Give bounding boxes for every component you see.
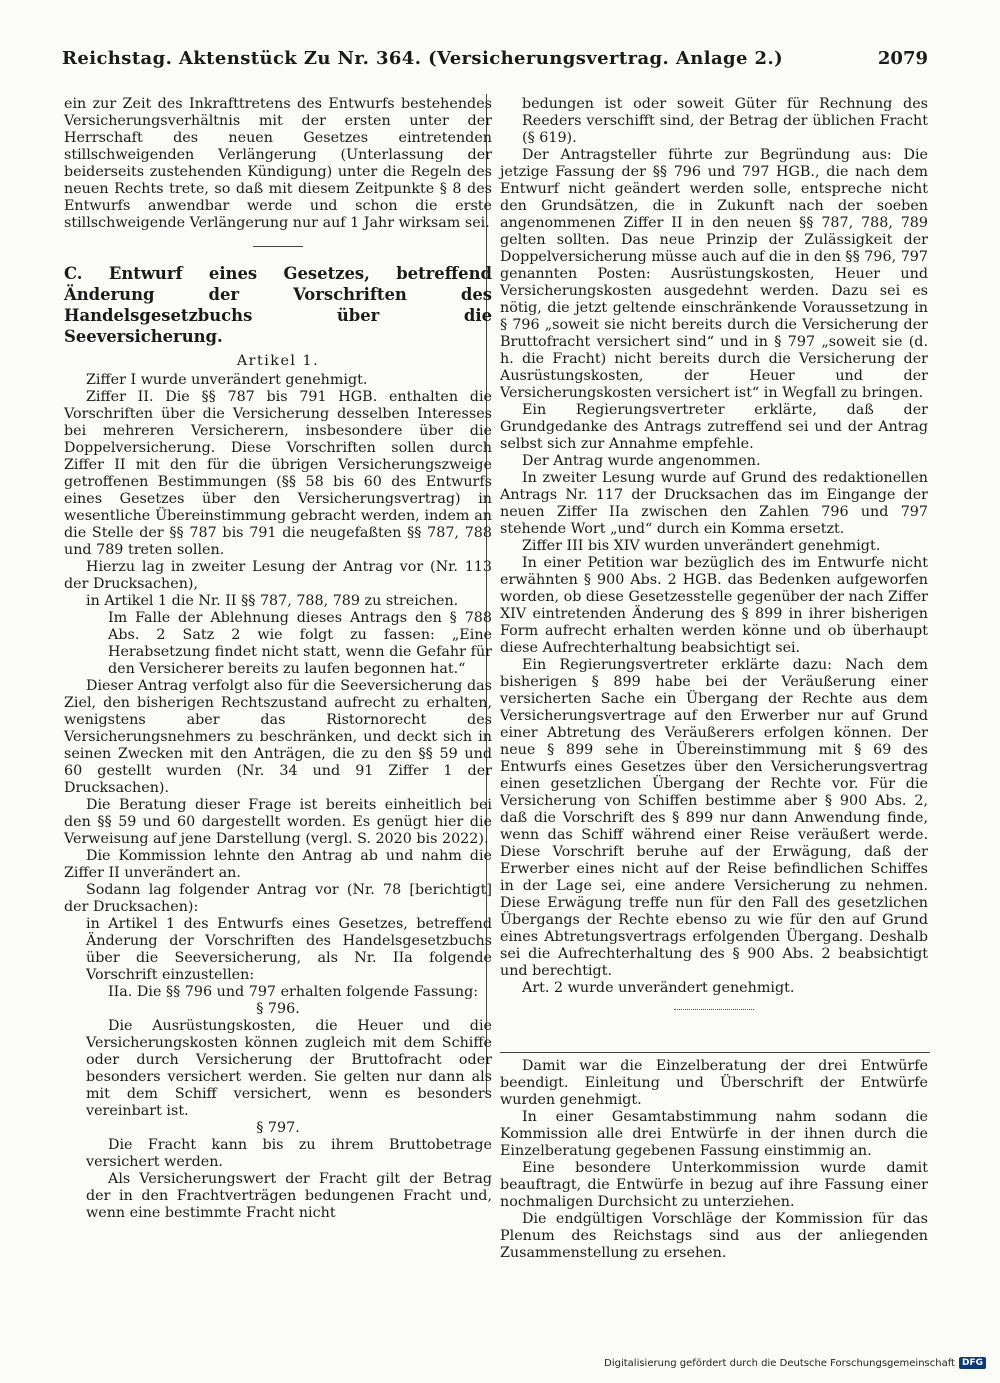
- separator-rule: [253, 246, 303, 247]
- dfg-logo-icon: DFG: [959, 1357, 986, 1369]
- section-number: § 796.: [256, 1001, 300, 1017]
- paragraph: Der Antrag wurde angenommen.: [522, 453, 761, 469]
- paragraph: In einer Gesamtabstimmung nahm sodann die Kommission alle drei Entwürfe in der ihnen durch die Einzelberatung gegebenen Fassung einstimmig an.: [500, 1109, 928, 1159]
- statute-text: Die Fracht kann bis zu ihrem Bruttobetrage versichert werden.: [86, 1137, 492, 1170]
- article-heading: Artikel 1.: [236, 353, 320, 369]
- paragraph: In zweiter Lesung wurde auf Grund des redaktionellen Antrags Nr. 117 der Drucksachen das im Eingange der neuen Ziffer IIa zwischen den Zahlen 796 und 797 stehende Wort „und“ durch ein Komma ersetzt.: [500, 470, 928, 537]
- credit-text: Digitalisierung gefördert durch die Deutsche Forschungsgemeinschaft: [604, 1357, 955, 1369]
- motion-text: Im Falle der Ablehnung dieses Antrags den § 788 Abs. 2 Satz 2 wie folgt zu fassen: „Eine Herabsetzung findet nicht statt, wenn die Gefahr für den Versicherer bereits zu laufen begonnen hat.“: [108, 610, 492, 677]
- section-heading: C. Entwurf eines Gesetzes, betreffend Änderung der Vorschriften des Handelsgesetzbuchs über die Seeversicherung.: [64, 264, 492, 346]
- paragraph: Damit war die Einzelberatung der drei Entwürfe beendigt. Einleitung und Überschrift der Entwürfe wurden genehmigt.: [500, 1058, 928, 1108]
- paragraph: Ein Regierungsvertreter erklärte, daß der Grundgedanke des Antrags zutreffend sei und der Antrag selbst sich zur Annahme empfehle.: [500, 402, 928, 452]
- statute-text: bedungen ist oder soweit Güter für Rechnung des Reeders verschifft sind, der Betrag der üblichen Fracht (§ 619).: [522, 96, 928, 146]
- statute-text: Die Ausrüstungskosten, die Heuer und die Versicherungskosten können zugleich mit dem Schiffe oder durch Versicherung der Bruttofracht oder besonders versichert werden. Sie gelten nur dann als mit dem Schiff versichert, wenn es besonders vereinbart ist.: [86, 1018, 492, 1119]
- page-number: 2079: [877, 48, 928, 69]
- section-number: § 797.: [256, 1120, 300, 1136]
- paragraph: Ein Regierungsvertreter erklärte dazu: Nach dem bisherigen § 899 habe bei der Veräußerung einer versicherten Sache ein Übergang der Rechte aus dem Versicherungsvertrage auf den Erwerber nur auf Grund einer Abtretung des Veräußerers erfolgen können. Der neue § 899 sehe in Übereinstimmung mit § 69 des Entwurfs eines Gesetzes über den Versicherungsvertrag einen gesetzlichen Übergang der Rechte vor. Für die Versicherung von Schiffen bestimme aber § 900 Abs. 2, daß die Vorschrift des § 899 nur dann Anwendung finde, wenn das Schiff während einer Reise veräußert werde. Diese Vorschrift beruhe auf der Erwägung, daß der Erwerber eines nicht auf der Reise befindlichen Schiffes in der Lage sei, eine andere Versicherung zu nehmen. Diese Erwägung treffe nun für den Fall des gesetzlichen Übergangs der Rechte ebenso zu wie für den auf Grund eines Abtretungsvertrags erfolgenden Übergang. Deshalb sei die Aufrechterhaltung des § 900 Abs. 2 beabsichtigt und berechtigt.: [500, 657, 928, 979]
- paragraph: Der Antragsteller führte zur Begründung aus: Die jetzige Fassung der §§ 796 und 797 HGB., die nach dem Entwurf nicht geändert werden solle, entspreche nicht den Grundsätzen, die in Zukunft nach der soeben angenommenen Ziffer II in den neuen §§ 787, 788, 789 gelten sollten. Das neue Prinzip der Zulässigkeit der Doppelversicherung müsse auch auf die in den §§ 796, 797 genannten Posten: Ausrüstungskosten, Heuer und Versicherungskosten ausgedehnt werden. Dazu sei es nötig, die jetzt geltende einschränkende Voraussetzung in § 796 „soweit sie nicht bereits durch die Versicherung der Bruttofracht versichert sind“ und in § 797 „soweit sie (d. h. die Fracht) nicht bereits durch die Versicherung der Ausrüstungskosten, der Heuer und der Versicherungskosten versichert ist“ in Wegfall zu bringen.: [500, 147, 928, 401]
- paragraph: ein zur Zeit des Inkrafttretens des Entwurfs bestehendes Versicherungsverhältnis mit der ersten unter der Herrschaft des neuen Gesetzes eintretenden stillschweigenden Verlängerung (Unterlassung der beiderseits zustehenden Kündigung) unter die Regeln des neuen Rechts trete, so daß mit diesem Zeitpunkte § 8 des Entwurfs anwendbar werde und schon die erste stillschweigende Verlängerung nur auf 1 Jahr wirksam sei.: [64, 96, 492, 231]
- statute-text: Als Versicherungswert der Fracht gilt der Betrag der in den Frachtverträgen bedungenen Fracht und, wenn eine bestimmte Fracht nicht: [86, 1171, 492, 1221]
- paragraph: Sodann lag folgender Antrag vor (Nr. 78 [berichtigt] der Drucksachen):: [64, 882, 492, 915]
- left-column: [64, 96, 492, 1222]
- paragraph: Hierzu lag in zweiter Lesung der Antrag vor (Nr. 113 der Drucksachen),: [64, 559, 492, 592]
- horizontal-rule: [500, 1052, 930, 1053]
- paragraph: Die endgültigen Vorschläge der Kommission für das Plenum des Reichstags sind aus der anliegenden Zusammenstellung zu ersehen.: [500, 1211, 928, 1261]
- paragraph: Dieser Antrag verfolgt also für die Seeversicherung das Ziel, den bisherigen Rechtszustand aufrecht zu erhalten, wenigstens aber das Ristornorecht des Versicherungsnehmers zu beschränken, und deckt sich in seinen Zwecken mit den Anträgen, die zu den §§ 59 und 60 gestellt wurden (Nr. 34 und 91 Ziffer 1 der Drucksachen).: [64, 678, 492, 796]
- motion-text: in Artikel 1 des Entwurfs eines Gesetzes, betreffend Änderung der Vorschriften des Handelsgesetzbuchs über die Seeversicherung, als Nr. IIa folgende Vorschrift einzustellen:: [86, 916, 492, 983]
- page-header: [62, 48, 928, 76]
- paragraph: In einer Petition war bezüglich des im Entwurfe nicht erwähnten § 900 Abs. 2 HGB. das Bedenken aufgeworfen worden, ob diese Gesetzesstelle gegenüber der nach Ziffer XIV eintretenden Änderung des § 899 in ihrer bisherigen Form aufrecht erhalten werden könne und ob überhaupt diese Aufrechterhaltung beabsichtigt sei.: [500, 555, 928, 656]
- closing-section: [500, 1058, 928, 1262]
- separator-rule: [674, 1009, 754, 1010]
- paragraph: Ziffer II. Die §§ 787 bis 791 HGB. enthalten die Vorschriften über die Versicherung desselben Interesses bei mehreren Versicherern, insbesondere über die Doppelversicherung. Diese Vorschriften sollen durch Ziffer II mit den für die übrigen Versicherungszweige getroffenen Bestimmungen (§§ 58 bis 60 des Entwurfs eines Gesetzes über den Versicherungsvertrag) in wesentliche Übereinstimmung gebracht werden, indem an die Stelle der §§ 787 bis 791 die neugefaßten §§ 787, 788 und 789 treten sollen.: [64, 389, 492, 558]
- motion-text: in Artikel 1 die Nr. II §§ 787, 788, 789 zu streichen.: [86, 593, 459, 609]
- right-column: [500, 96, 928, 1024]
- running-title: Reichstag. Aktenstück Zu Nr. 364. (Versicherungsvertrag. Anlage 2.): [62, 48, 784, 69]
- paragraph: Eine besondere Unterkommission wurde damit beauftragt, die Entwürfe in bezug auf ihre Fassung einer nochmaligen Durchsicht zu unterziehen.: [500, 1160, 928, 1210]
- motion-text: IIa. Die §§ 796 und 797 erhalten folgende Fassung:: [108, 984, 479, 1000]
- paragraph: Ziffer III bis XIV wurden unverändert genehmigt.: [522, 538, 881, 554]
- paragraph: Art. 2 wurde unverändert genehmigt.: [522, 980, 795, 996]
- digitization-credit: [604, 1357, 986, 1369]
- paragraph: Die Beratung dieser Frage ist bereits einheitlich bei den §§ 59 und 60 dargestellt worden. Es genügt hier die Verweisung auf jene Darstellung (vergl. S. 2020 bis 2022).: [64, 797, 492, 847]
- paragraph: Ziffer I wurde unverändert genehmigt.: [86, 372, 368, 388]
- paragraph: Die Kommission lehnte den Antrag ab und nahm die Ziffer II unverändert an.: [64, 848, 492, 881]
